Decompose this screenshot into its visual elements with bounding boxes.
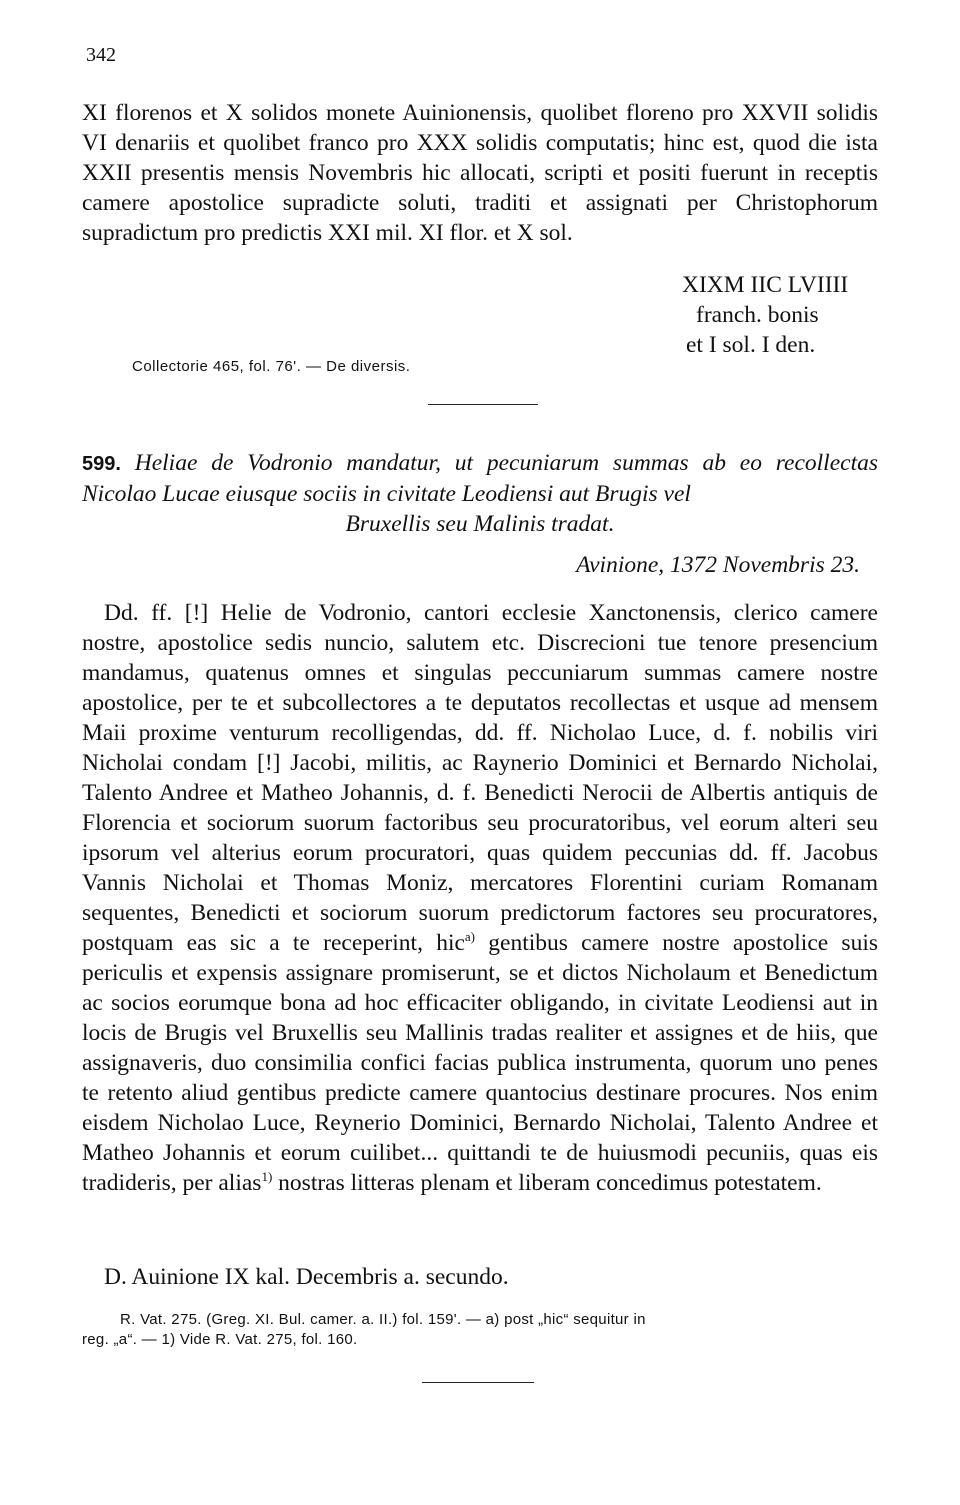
mandate-text-part-c: nostras litteras plenam et liberam concedimus potestatem. bbox=[272, 1170, 822, 1196]
document-summary: Heliae de Vodronio mandatur, ut pecuniarum summas ab eo recollectas Nicolao Lucae eiusque sociis in civitate Leodiensi aut Brugis vel bbox=[82, 450, 878, 507]
tally-line-1: XIXM IIC LVIIII bbox=[682, 272, 849, 298]
footnote-marker-a: a) bbox=[464, 929, 476, 945]
tally-line-2: franch. bonis bbox=[696, 302, 819, 328]
mandate-text-part-b: gentibus camere nostre apostolice suis periculis et expensis assignare promiserunt, se et dictos Nicholaum et Benedictum ac socios eorumque bona ad hoc efficaciter obligando, in civitate Leodiensi aut in locis de Brugis vel Bruxellis seu Mallinis tradas realiter et assignes et de hiis, que assignaveris, duo consimilia confici facias publica instrumenta, quorum uno penes te retento aliud gentibus predicte camere quantocius destinare procures. Nos enim eisdem Nicholao Luce, Reynerio Dominici, Bernardo Nicholai, Talento Andree et Matheo Johannis et eorum cuilibet... quittandi te de huiusmodi pecuniis, quas eis tradideris, per alias bbox=[82, 930, 878, 1196]
section-divider bbox=[428, 404, 538, 405]
source-reference: Collectorie 465, fol. 76'. — De diversis. bbox=[132, 358, 411, 375]
place-date: Avinione, 1372 Novembris 23. bbox=[576, 552, 860, 578]
paragraph-account-text: XI florenos et X solidos monete Auinionensis, quolibet floreno pro XXVII solidis VI denariis et quolibet franco pro XXX solidis computatis; hinc est, quod die ista XXII presentis mensis Novembris hic allocati, scripti et positi fuerunt in receptis camere apostolice supradicte soluti, traditi et assignati per Christophorum supradictum pro predictis XXI mil. XI flor. et X sol. bbox=[82, 100, 878, 246]
tally-sum bbox=[682, 270, 882, 360]
document-heading bbox=[82, 448, 878, 539]
mandate-text-part-a: Dd. ff. [!] Helie de Vodronio, cantori ecclesie Xanctonensis, clerico camere nostre, apostolice sedis nuncio, salutem etc. Discrecioni tue tenore presencium mandamus, quatenus omnes et singulas peccuniarum summas camere nostre apostolice, per te et subcollectores a te deputatos recollectas et usque ad mensem Maii proxime venturum recolligendas, dd. ff. Nicholao Luce, d. f. nobilis viri Nicholai condam [!] Jacobi, militis, ac Raynerio Dominici et Bernardo Nicholai, Talento Andree et Matheo Johannis, d. f. Benedicti Nerocii de Albertis antiquis de Florencia et sociorum suorum factoribus seu procuratoribus, vel eorum alteri seu ipsorum vel alterius eorum procuratori, quas quidem peccunias dd. ff. Jacobus Vannis Nicholai et Thomas Moniz, mercatores Florentini curiam Romanam sequentes, Benedicti et sociorum suorum predictorum factores seu procuratores, postquam eas sic a te receperint, hic bbox=[82, 600, 878, 956]
document-summary-last-line: Bruxellis seu Malinis tradat. bbox=[345, 511, 615, 537]
footnote bbox=[82, 1310, 878, 1350]
dating-clause: D. Auinione IX kal. Decembris a. secundo. bbox=[104, 1264, 509, 1290]
paragraph-account bbox=[82, 98, 878, 248]
footnote-marker-1: 1) bbox=[261, 1169, 273, 1185]
paragraph-mandate bbox=[82, 598, 878, 1198]
footnote-line-1: R. Vat. 275. (Greg. XI. Bul. camer. a. II.) fol. 159'. — a) post „hic“ sequitur in bbox=[120, 1311, 646, 1328]
footnote-line-2: reg. „a“. — 1) Vide R. Vat. 275, fol. 160. bbox=[82, 1331, 358, 1348]
tally-line-3: et I sol. I den. bbox=[686, 332, 816, 358]
bottom-divider bbox=[422, 1382, 534, 1383]
document-number: 599. bbox=[82, 453, 121, 475]
paragraph-mandate-text bbox=[82, 598, 878, 1198]
page-number: 342 bbox=[86, 44, 116, 66]
